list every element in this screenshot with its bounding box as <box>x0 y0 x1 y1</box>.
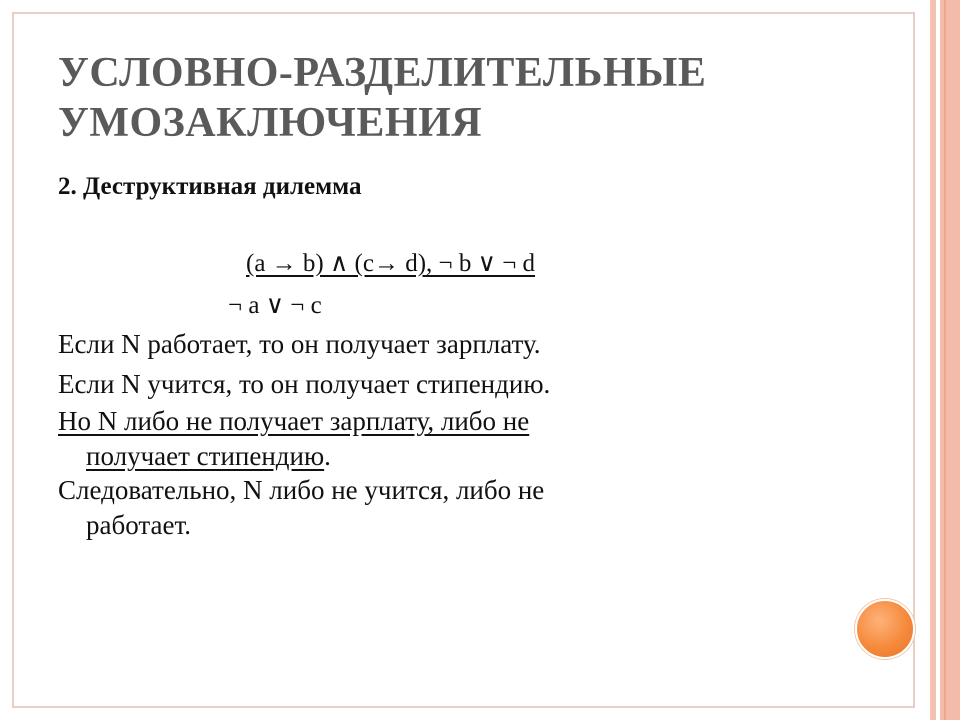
minor-premise-line-2: получает стипендию <box>86 441 325 471</box>
conclusion-line-2: работает. <box>86 510 191 540</box>
title-line-1: УСЛОВНО-РАЗДЕЛИТЕЛЬНЫЕ <box>58 50 707 96</box>
minor-premise-line-1: Но N либо не получает зарплату, либо не <box>58 406 530 436</box>
paragraph-minor-premise <box>58 404 738 474</box>
minor-premise-period: . <box>324 441 331 471</box>
slide-title <box>58 48 858 148</box>
paragraph-premise-2: Если N учится, то он получает стипендию. <box>58 369 551 399</box>
subtitle: 2. Деструктивная дилемма <box>58 173 362 200</box>
decorative-circle <box>855 599 915 659</box>
decorative-stripe-wide <box>940 0 960 720</box>
premise-formula: (a → b) ∧ (c→ d), ¬ b ∨ ¬ d <box>246 250 536 277</box>
paragraph-premise-1: Если N работает, то он получает зарплату. <box>58 329 541 359</box>
conclusion-formula: ¬ a ∨ ¬ c <box>228 292 322 319</box>
title-line-2: УМОЗАКЛЮЧЕНИЯ <box>58 100 483 146</box>
paragraph-conclusion <box>58 473 738 543</box>
conclusion-line-1: Следовательно, N либо не учится, либо не <box>58 475 545 505</box>
decorative-stripe-line <box>944 0 946 720</box>
minor-premise-line-2-wrap <box>58 441 331 471</box>
